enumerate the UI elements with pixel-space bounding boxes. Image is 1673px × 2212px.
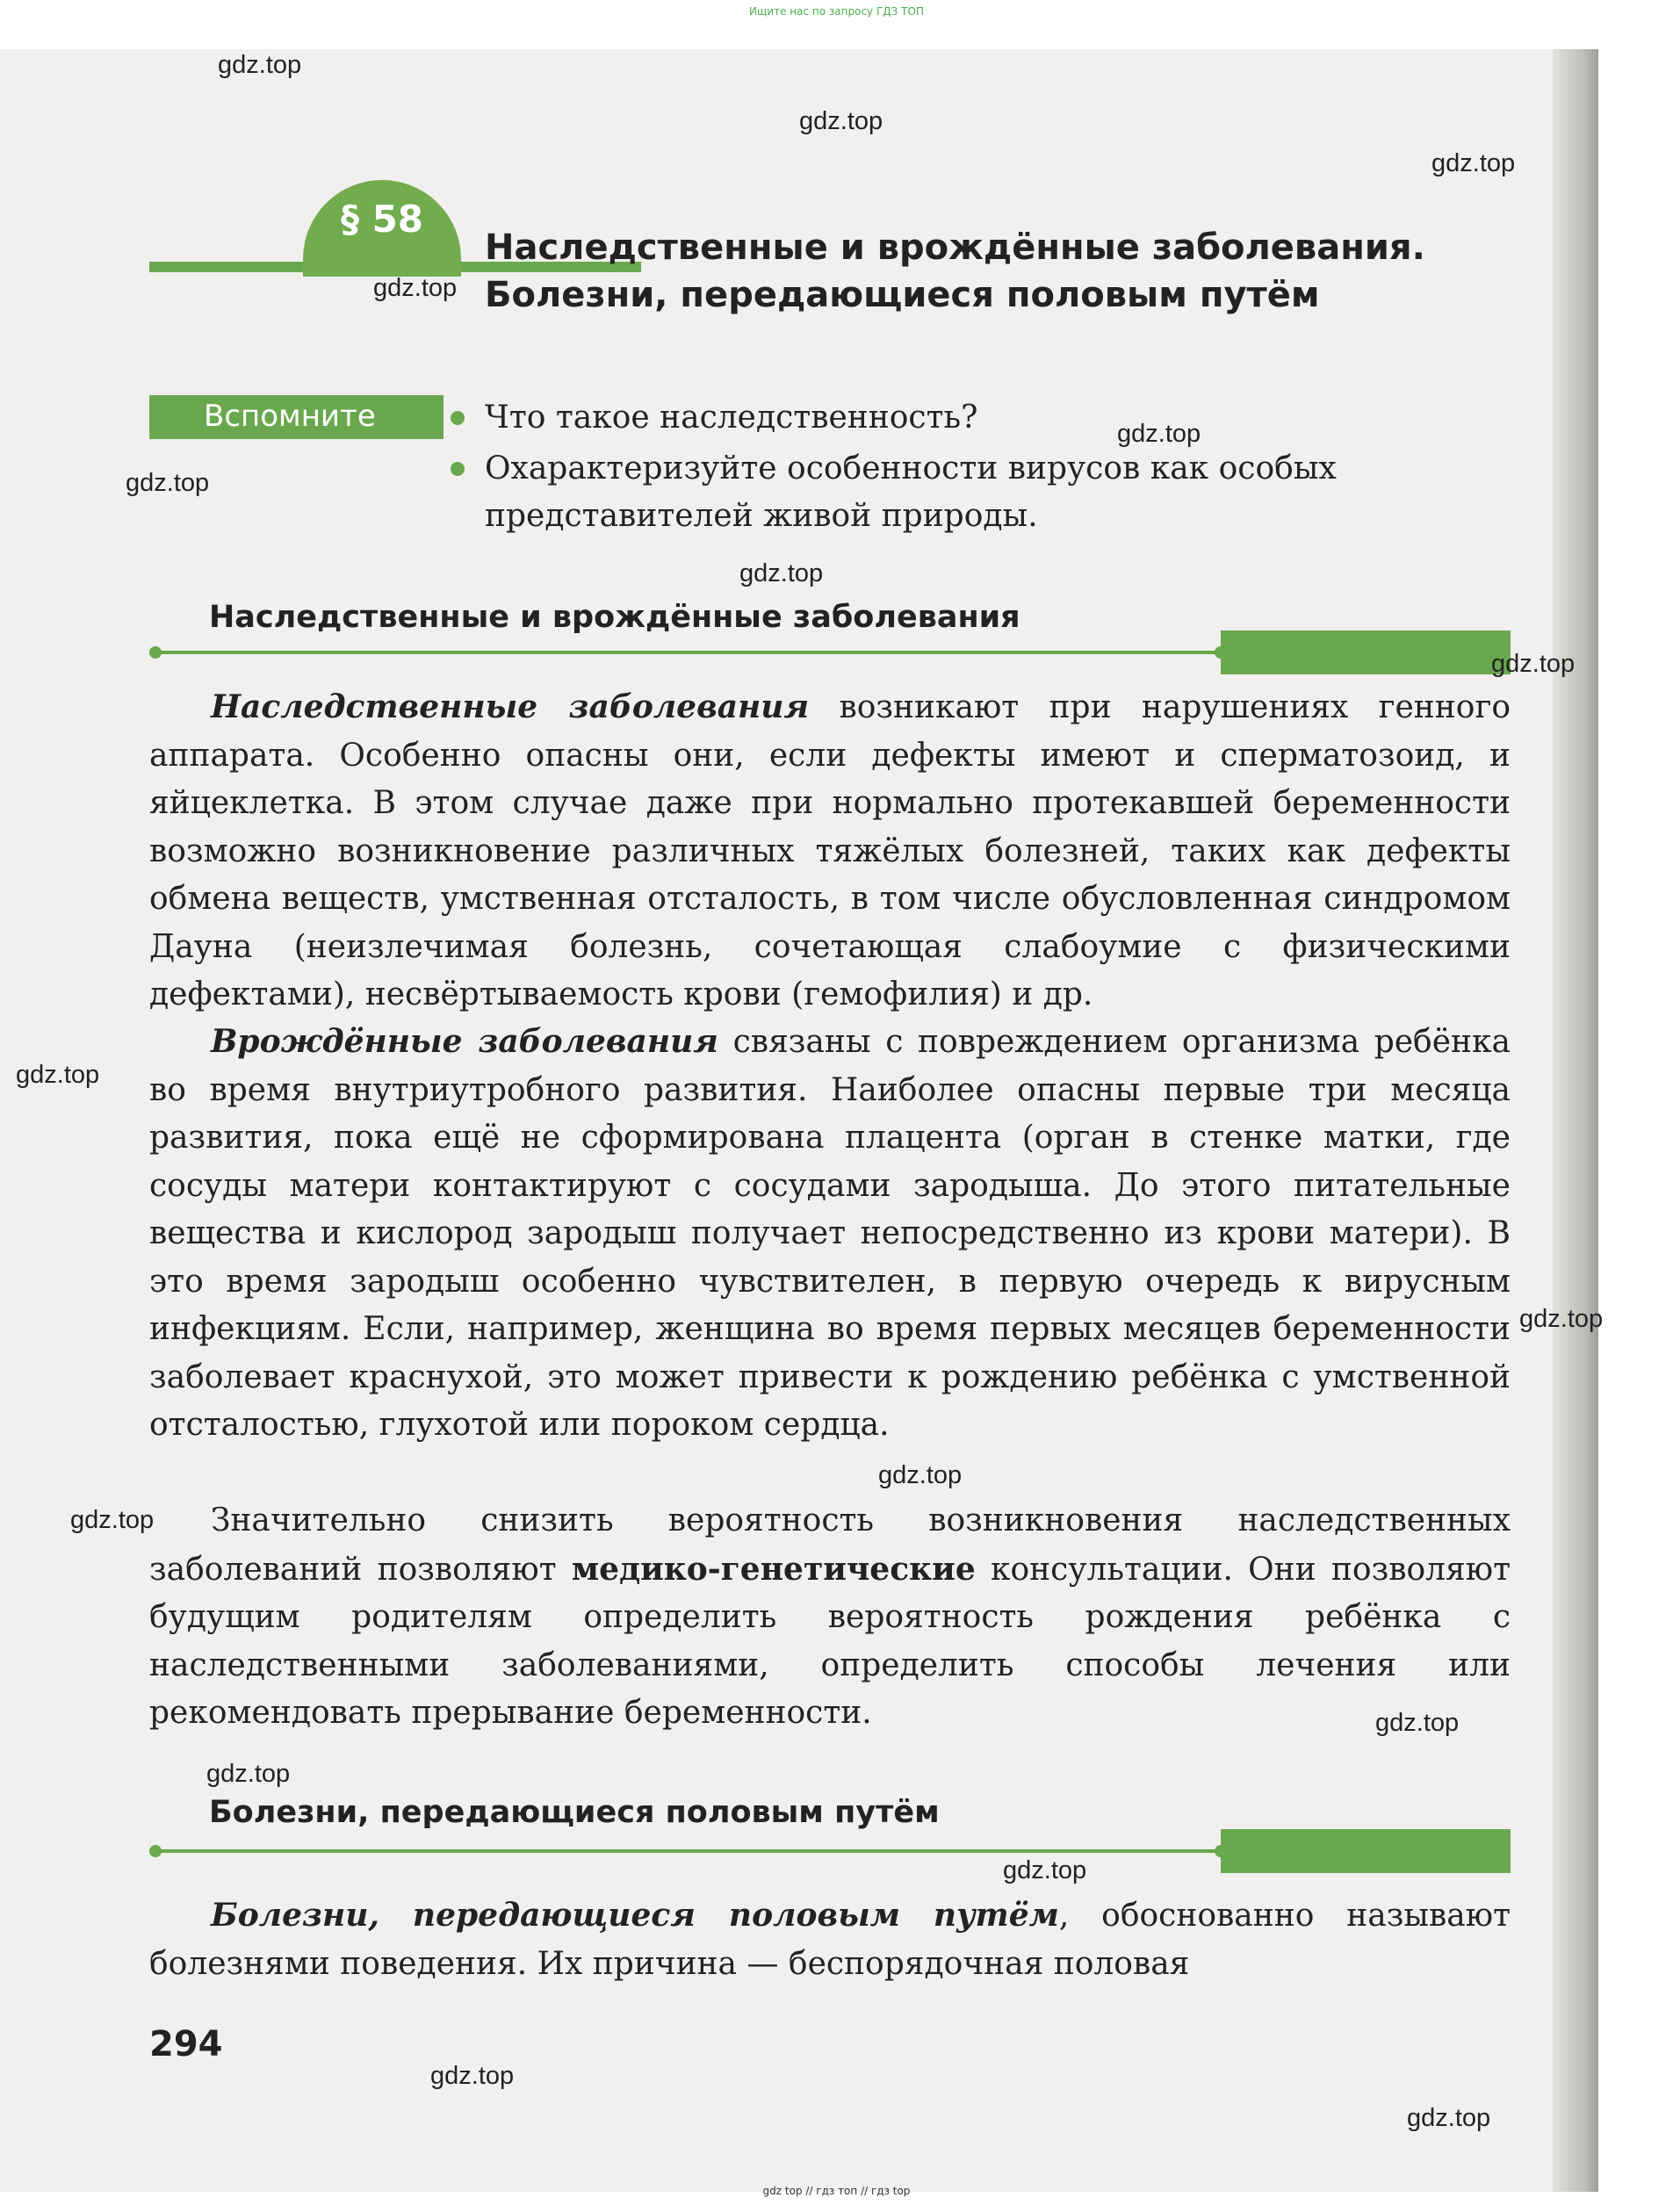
watermark: gdz.top (206, 1760, 291, 1788)
paragraph-genetic-consult (149, 1497, 1511, 1738)
section-number: § 58 (340, 198, 424, 241)
watermark: gdz.top (1375, 1709, 1460, 1737)
watermark: gdz.top (1117, 420, 1201, 448)
section-block (1221, 630, 1511, 674)
watermark: gdz.top (1491, 650, 1576, 678)
watermark: gdz.top (739, 559, 824, 587)
remember-question-2a: Охарактеризуйте особенности вирусов как особых (485, 450, 1337, 486)
paragraph-text: Значительно снизить вероятность возникновения наследственных заболеваний позволяют (149, 1502, 1511, 1588)
chapter-title-line2: Болезни, передающиеся половым путём (485, 275, 1320, 315)
watermark: gdz.top (1519, 1305, 1604, 1333)
term-std: Болезни, передающиеся половым путём (211, 1897, 1059, 1934)
remember-question-1: Что такое наследственность? (485, 400, 978, 436)
watermark: gdz.top (1003, 1856, 1087, 1884)
term-congenital: Врождённые заболевания (211, 1023, 718, 1060)
paragraph-text: связаны с повреждением организма ребёнка во время внутриутробного развития. Наиболее опасны первые три месяца развития, пока ещё не сформирована плацента (орган в стенке матки, где сосуды матери контактируют с сосудами зародыша. До этого питательные вещества и кислород зародыш получает непосредственно из крови матери). В это время зародыш особенно чувствителен, в первую очередь к вирусным инфекциям. Если, например, женщина во время первых месяцев беременности заболевает краснухой, это может привести к рождению ребёнка с умственной отсталостью, глухотой или пороком сердца. (149, 1024, 1511, 1443)
bullet-icon (451, 411, 465, 425)
watermark: gdz.top (1407, 2104, 1491, 2132)
watermark: gdz.top (16, 1061, 100, 1089)
watermark: gdz.top (1431, 149, 1516, 177)
remember-label: Вспомните (204, 399, 376, 434)
watermark: gdz.top (430, 2062, 515, 2090)
watermark: gdz.top (70, 1506, 155, 1534)
section-block (1221, 1829, 1511, 1873)
watermark: gdz.top (218, 51, 302, 79)
top-note: Ищите нас по запросу ГДЗ ТОП (749, 5, 924, 18)
term-medical-genetic: медико-генетические (571, 1550, 976, 1588)
section-title-std: Болезни, передающиеся половым путём (209, 1795, 940, 1830)
watermark: gdz.top (126, 469, 210, 497)
section-title-hereditary: Наследственные и врождённые заболевания (209, 600, 1020, 635)
paragraph-hereditary (149, 683, 1511, 1020)
section-line (149, 651, 1230, 654)
watermark: gdz.top (799, 107, 883, 135)
chapter-title (485, 224, 1521, 319)
paragraph-text: возникают при нарушениях генного аппарата. Особенно опасны они, если дефекты имеют и сперматозоид, и яйцеклетка. В этом случае даже при нормально протекавшей беременности возможно возникновение различных тяжёлых болезней, таких как дефекты обмена веществ, умственная отсталость, в том числе обусловленная синдромом Дауна (неизлечимая болезнь, сочетающая слабоумие с физическими дефектами), несвёртываемость крови (гемофилия) и др. (149, 689, 1511, 1012)
remember-question-2b: представителей живой природы. (485, 498, 1038, 534)
paragraph-text: консультации. Они позволяют будущим родителям определить вероятность рождения ребёнка с наследственными заболеваниями, определить способы лечения или рекомендовать прерывание беременности. (149, 1551, 1511, 1731)
chapter-title-line1: Наследственные и врождённые заболевания. (485, 227, 1425, 268)
watermark: gdz.top (373, 274, 458, 302)
watermark: gdz.top (878, 1461, 963, 1489)
bullet-icon (451, 462, 465, 476)
term-hereditary: Наследственные заболевания (211, 688, 810, 725)
section-line (149, 1849, 1230, 1853)
paragraph-congenital (149, 1018, 1511, 1450)
paragraph-text: , обоснованно называют болезнями поведения. Их причина — беспорядочная половая (149, 1898, 1511, 1982)
bottom-note: gdz top // гдз топ // гдз top (762, 2185, 911, 2197)
paragraph-std (149, 1891, 1511, 1988)
page-number: 294 (149, 2024, 223, 2064)
page-edge-shadow (1553, 49, 1598, 2192)
